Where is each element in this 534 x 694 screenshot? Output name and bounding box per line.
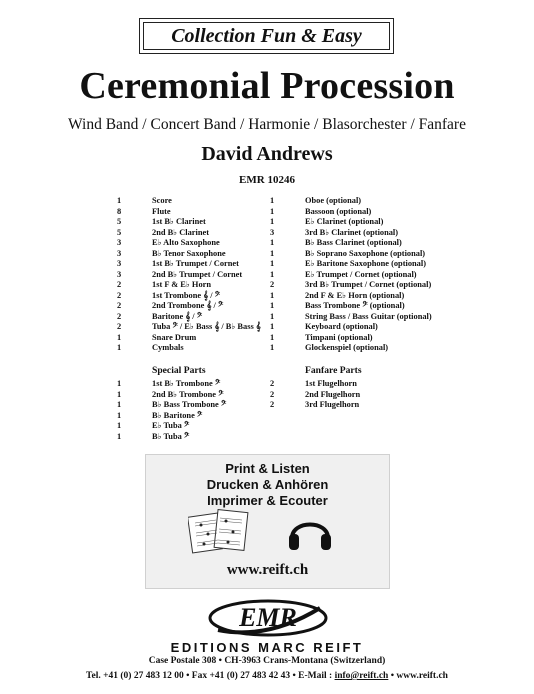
part-row <box>117 432 272 443</box>
part-name: 1st F & E♭ Horn <box>152 280 212 289</box>
part-row <box>117 249 272 260</box>
part-name: 2nd Flugelhorn <box>305 389 361 399</box>
promo-text <box>146 461 389 509</box>
part-name: 1st Flugelhorn <box>305 379 357 388</box>
part-row <box>117 390 272 401</box>
publisher-address: Case Postale 308 • CH-3963 Crans-Montana (Switzerland) <box>148 656 386 666</box>
part-name: 1st B♭ Clarinet <box>152 217 206 226</box>
part-row <box>270 259 440 270</box>
part-name: Bassoon (optional) <box>305 206 372 216</box>
part-name: Flute <box>152 206 171 216</box>
part-quantity: 2 <box>117 311 122 321</box>
collection-banner <box>139 18 394 54</box>
part-row <box>117 411 272 422</box>
part-row <box>117 217 272 228</box>
part-row <box>270 249 440 260</box>
part-quantity: 3 <box>270 227 275 237</box>
part-quantity: 1 <box>117 332 122 342</box>
part-name: Bass Trombone 𝄢 (optional) <box>305 301 405 310</box>
part-row <box>270 301 440 312</box>
instrumentation-subtitle: Wind Band / Concert Band / Harmonie / Blasorchester / Fanfare <box>68 116 466 133</box>
part-quantity: 3 <box>117 248 122 258</box>
emr-logo <box>188 598 348 638</box>
part-row <box>270 312 440 323</box>
part-quantity: 3 <box>117 238 122 247</box>
part-quantity: 5 <box>117 217 122 226</box>
part-name: 3rd B♭ Clarinet (optional) <box>305 227 399 237</box>
part-name: Timpani (optional) <box>305 332 373 342</box>
part-row <box>270 291 440 302</box>
collection-title: Collection Fun & Easy <box>171 24 362 47</box>
part-quantity: 1 <box>270 259 275 268</box>
part-quantity: 1 <box>270 206 275 216</box>
part-name: 2nd Trombone 𝄞 / 𝄢 <box>152 301 224 310</box>
part-quantity: 1 <box>270 343 275 352</box>
part-row <box>270 343 440 354</box>
contact-phone-fax: Tel. +41 (0) 27 483 12 00 • Fax +41 (0) 27 483 42 43 • E-Mail : <box>86 671 335 681</box>
part-row <box>270 217 440 228</box>
part-name: 2nd B♭ Trumpet / Cornet <box>152 269 243 279</box>
part-row <box>117 379 272 390</box>
part-name: E♭ Alto Saxophone <box>152 238 220 247</box>
special-parts-list <box>117 379 272 442</box>
part-row <box>270 196 440 207</box>
part-name: Snare Drum <box>152 332 197 342</box>
part-row <box>270 400 425 411</box>
part-name: 2nd B♭ Clarinet <box>152 227 209 237</box>
part-quantity: 2 <box>270 280 275 289</box>
part-row <box>117 207 272 218</box>
part-name: E♭ Tuba 𝄢 <box>152 421 190 430</box>
promo-website-link[interactable]: www.reift.ch <box>226 562 309 578</box>
publisher-name: EDITIONS MARC REIFT <box>170 640 364 655</box>
part-quantity: 3 <box>117 269 122 279</box>
fanfare-parts-list <box>270 379 425 411</box>
part-name: Cymbals <box>152 343 184 352</box>
part-name: B♭ Tuba 𝄢 <box>152 431 190 441</box>
promo-line-drucken-anhoren: Drucken & Anhören <box>206 477 329 492</box>
parts-list-left <box>117 196 272 354</box>
parts-list-right <box>270 196 440 354</box>
publisher-contact <box>0 671 534 681</box>
part-name: 3rd B♭ Trumpet / Cornet (optional) <box>305 280 432 289</box>
part-row <box>117 291 272 302</box>
part-quantity: 1 <box>270 290 275 300</box>
composer-name: David Andrews <box>201 143 333 165</box>
piece-title: Ceremonial Procession <box>79 65 455 107</box>
part-name: 1st B♭ Trumpet / Cornet <box>152 259 239 268</box>
part-quantity: 2 <box>270 400 275 409</box>
part-row <box>270 280 440 291</box>
part-row <box>270 238 440 249</box>
emr-logo-text: EMR <box>239 603 297 632</box>
part-name: Score <box>152 196 172 205</box>
part-name: B♭ Baritone 𝄢 <box>152 410 203 420</box>
part-name: B♭ Soprano Saxophone (optional) <box>305 248 426 258</box>
part-name: B♭ Bass Clarinet (optional) <box>305 238 402 247</box>
part-row <box>270 322 440 333</box>
part-row <box>117 421 272 432</box>
fanfare-parts-section <box>270 366 425 411</box>
part-name: Baritone 𝄞 / 𝄢 <box>152 311 203 321</box>
part-row <box>117 259 272 270</box>
part-name: 2nd B♭ Trombone 𝄢 <box>152 389 224 399</box>
part-name: E♭ Baritone Saxophone (optional) <box>305 259 426 268</box>
part-quantity: 1 <box>117 421 122 430</box>
part-name: 2nd F & E♭ Horn (optional) <box>305 290 405 300</box>
part-quantity: 1 <box>117 410 122 420</box>
part-name: Glockenspiel (optional) <box>305 343 389 352</box>
catalog-number: EMR 10246 <box>239 174 295 186</box>
part-quantity: 3 <box>117 259 122 268</box>
part-name: Oboe (optional) <box>305 196 362 205</box>
part-quantity: 2 <box>270 389 275 399</box>
part-row <box>270 333 440 344</box>
part-row <box>270 207 440 218</box>
part-name: 3rd Flugelhorn <box>305 400 360 409</box>
part-quantity: 2 <box>270 379 275 388</box>
part-row <box>117 312 272 323</box>
part-quantity: 1 <box>270 322 275 331</box>
part-quantity: 1 <box>270 217 275 226</box>
part-quantity: 8 <box>117 206 122 216</box>
part-name: B♭ Bass Trombone 𝄢 <box>152 400 227 409</box>
part-row <box>270 379 425 390</box>
part-row <box>270 228 440 239</box>
part-name: Keyboard (optional) <box>305 322 378 331</box>
part-row <box>117 280 272 291</box>
part-quantity: 1 <box>117 379 122 388</box>
promo-line-imprimer-ecouter: Imprimer & Ecouter <box>207 493 328 508</box>
part-row <box>117 270 272 281</box>
part-row <box>117 333 272 344</box>
part-name: String Bass / Bass Guitar (optional) <box>305 311 432 321</box>
part-quantity: 1 <box>117 343 122 352</box>
sheet-music-icon <box>188 507 250 555</box>
part-row <box>270 390 425 401</box>
part-quantity: 1 <box>270 301 275 310</box>
part-quantity: 2 <box>117 290 122 300</box>
part-quantity: 1 <box>117 389 122 399</box>
special-parts-section <box>117 366 272 442</box>
part-row <box>117 228 272 239</box>
part-quantity: 1 <box>270 238 275 247</box>
part-row <box>117 238 272 249</box>
part-name: E♭ Trumpet / Cornet (optional) <box>305 269 417 279</box>
print-listen-promo[interactable] <box>145 454 390 589</box>
part-quantity: 2 <box>117 322 122 331</box>
part-row <box>117 301 272 312</box>
part-row <box>117 400 272 411</box>
fanfare-parts-title: Fanfare Parts <box>305 365 362 376</box>
special-parts-title: Special Parts <box>152 365 206 376</box>
part-quantity: 1 <box>117 400 122 409</box>
contact-email-link[interactable]: info@reift.ch <box>334 671 389 681</box>
part-quantity: 1 <box>270 248 275 258</box>
part-name: 1st Trombone 𝄞 / 𝄢 <box>152 290 221 300</box>
part-name: Tuba 𝄢 / E♭ Bass 𝄞 / B♭ Bass 𝄞 <box>152 322 261 331</box>
part-quantity: 2 <box>117 301 122 310</box>
part-name: B♭ Tenor Saxophone <box>152 248 226 258</box>
part-quantity: 1 <box>270 269 275 279</box>
part-row <box>117 322 272 333</box>
part-quantity: 2 <box>117 280 122 289</box>
part-quantity: 1 <box>270 332 275 342</box>
headphones-icon <box>286 510 334 554</box>
part-quantity: 1 <box>117 196 122 205</box>
part-row <box>117 196 272 207</box>
part-quantity: 5 <box>117 227 122 237</box>
part-name: E♭ Clarinet (optional) <box>305 217 384 226</box>
part-quantity: 1 <box>270 196 275 205</box>
part-name: 1st B♭ Trombone 𝄢 <box>152 379 221 388</box>
contact-website[interactable]: • www.reift.ch <box>388 671 448 681</box>
part-row <box>117 343 272 354</box>
promo-line-print-listen: Print & Listen <box>225 461 310 476</box>
part-row <box>270 270 440 281</box>
part-quantity: 1 <box>117 431 122 441</box>
part-quantity: 1 <box>270 311 275 321</box>
